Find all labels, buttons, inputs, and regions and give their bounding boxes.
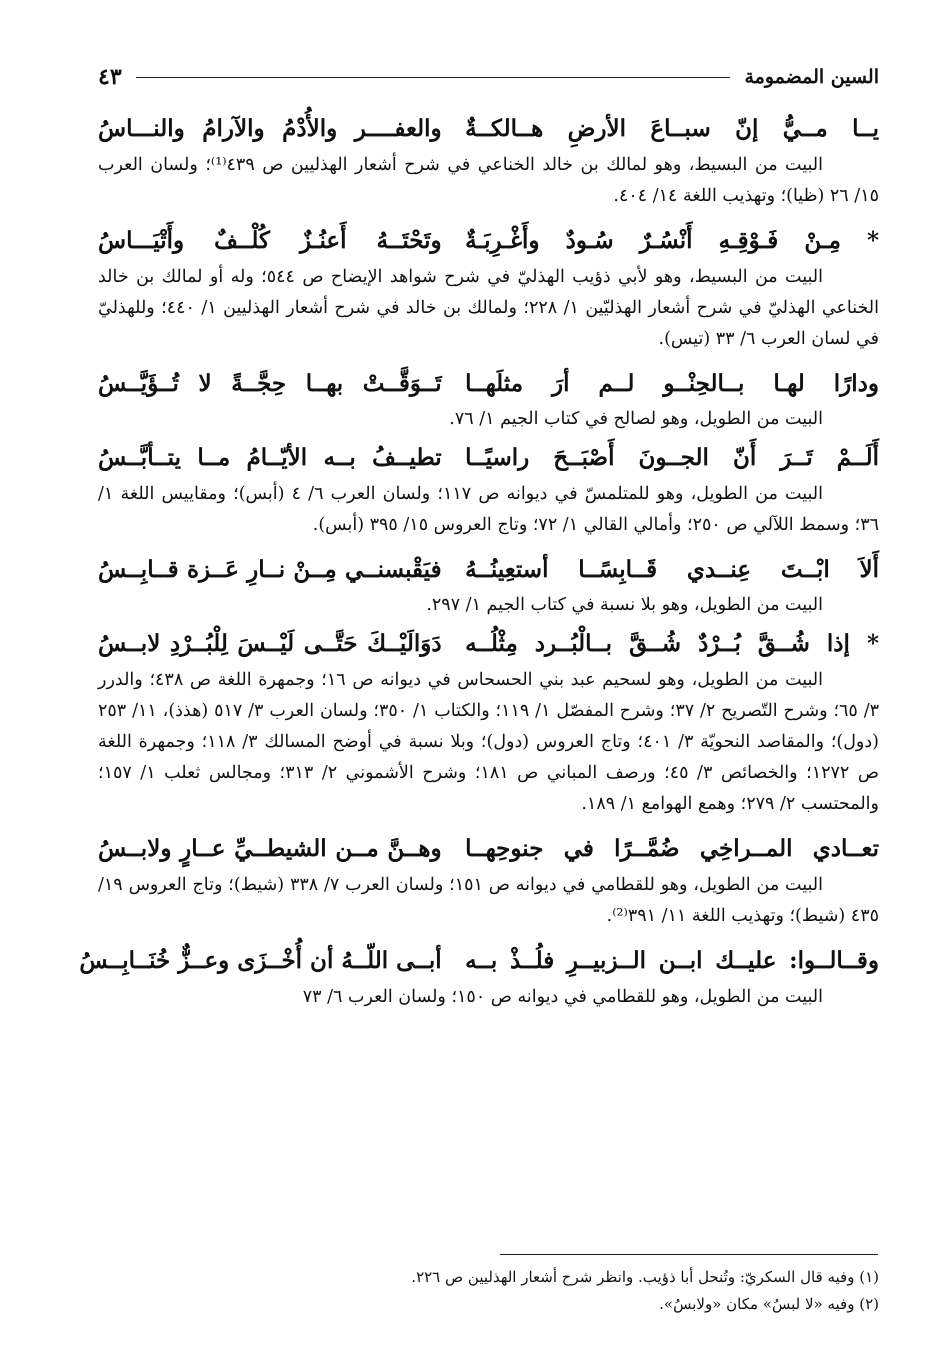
verse-line [98, 361, 879, 405]
footnotes [98, 1264, 879, 1318]
verse-line [98, 106, 879, 150]
header-rule [136, 77, 731, 78]
second-hemistich: فيَقْبسنــي مِــنْ نــارِ عَــزة قــابِــسُ [98, 555, 442, 583]
footnote-rule [500, 1254, 878, 1255]
verse-commentary: البيت من البسيط، وهو لمالك بن خالد الخناعي في شرح أشعار الهذليين ص ٤٣٩⁽¹⁾؛ ولسان العرب ١٥/ ٢٦ (ظيا)؛ وتهذيب اللغة ١٤/ ٤٠٤. [98, 155, 879, 206]
first-hemistich: تعــادي المــراخِي ضُمَّــرًا في جنوحِهــا [465, 834, 879, 862]
first-hemistich: أَلاَ ابْــتَ عِنــدي قَــابِسًــا أستعِينُــهُ [465, 555, 879, 583]
verse-commentary: البيت من الطويل، وهو للمتلمسّ في ديوانه ص ١١٧؛ ولسان العرب ٦/ ٤ (أبس)؛ ومقاييس اللغة ١/ ٣٦؛ وسمط اللآلي ص ٢٥٠؛ وأمالي القالي ١/ ٧٢؛ وتاج العروس ١٥/ ٣٩٥ (أبس). [98, 484, 879, 535]
first-hemistich: * مِـنْ فَـوْقِـهِ أَنْسُـرٌ سُـودٌ وأَغْـرِبَـةٌ [465, 226, 879, 254]
first-hemistich: يــا مــيُّ إنّ سبــاعَ الأرضِ هــالكــةٌ [465, 114, 879, 142]
verse-line [98, 218, 879, 262]
first-hemistich: * إذا شُــقَّ بُــرْدٌ شُــقَّ بــالْبُــرد مِثْلُــه [465, 629, 879, 657]
second-hemistich: تَــوَقَّــتْ بهــا حِجَّــةً لا تُــؤَيَّــسُ [98, 369, 442, 397]
page-header [98, 62, 879, 92]
verse-commentary: البيت من البسيط، وهو لأبي ذؤيب الهذليّ في شرح شواهد الإيضاح ص ٥٤٤؛ وله أو لمالك بن خالد الخناعي الهذليّ في شرح أشعار الهذليّين ١/ ٢٢٨؛ ولمالك بن خالد في شرح أشعار الهذليين ١/ ٤٤٠؛ وللهذليّ في لسان العرب ٦/ ٣٣ (تيس). [98, 267, 879, 349]
first-hemistich: وقــالــوا: عليــك ابــن الــزبيــرِ فلُــذْ بــه [465, 946, 879, 974]
second-hemistich: وتَحْتَــهُ أَعنُـزٌ كُلْــفٌ وأَتْيَـــاسُ [98, 226, 442, 254]
verse-commentary: البيت من الطويل، وهو للقطامي في ديوانه ص ١٥١؛ ولسان العرب ٧/ ٣٣٨ (شيط)؛ وتاج العروس ١٩/ ٤٣٥ (شيط)؛ وتهذيب اللغة ١١/ ٣٩١⁽²⁾. [98, 875, 879, 926]
first-hemistich: أَلَــمْ تَــرَ أَنّ الجــونَ أَصْبَــحَ راسيًــا [465, 443, 879, 471]
verse-commentary: البيت من الطويل، وهو لصالح في كتاب الجيم ١/ ٧٦. [449, 409, 823, 429]
footnote: (١) وفيه قال السكريّ: وتُنحل أبا ذؤيب. وانظر شرح أشعار الهذليين ص ٢٢٦. [411, 1268, 879, 1286]
verse-line [98, 435, 879, 479]
second-hemistich: دَوَالَيْــكَ حَتَّــى لَيْــسَ لِلْبُــرْدِ لابــسُ [98, 629, 442, 657]
verse-line [79, 938, 879, 982]
second-hemistich: تطيــفُ بــه الأيّــامُ مــا يتــأبَّــسُ [98, 443, 442, 471]
running-title: السين المضمومة [744, 66, 879, 88]
verse-commentary: البيت من الطويل، وهو للقطامي في ديوانه ص ١٥٠؛ ولسان العرب ٦/ ٧٣ [302, 987, 823, 1007]
page-number: ٤٣ [98, 64, 122, 90]
verse-commentary: البيت من الطويل، وهو بلا نسبة في كتاب الجيم ١/ ٢٩٧. [426, 595, 823, 615]
second-hemistich: والعفــــر والأُدْمُ والآرامُ والنـــاسُ [98, 114, 442, 142]
verse-line [98, 826, 879, 870]
verse-commentary: البيت من الطويل، وهو لسحيم عبد بني الحسحاس في ديوانه ص ١٦؛ وجمهرة اللغة ص ٤٣٨؛ والدرر ٣/ ٦٥؛ وشرح التّصريح ٢/ ٣٧؛ وشرح المفصّل ١/ ١١٩؛ والكتاب ١/ ٣٥٠؛ ولسان العرب ٣/ ٥١٧ (هذذ)، ١١/ ٢٥٣ (دول)؛ والمقاصد النحويّة ٣/ ٤٠١؛ وتاج العروس (دول)؛ وبلا نسبة في أوضح المسالك ٣/ ١١٨؛ وجمهرة اللغة ص ١٢٧٢؛ والخصائص ٣/ ٤٥؛ ورصف المباني ص ١٨١؛ وشرح الأشموني ٢/ ٣١٣؛ ومجالس ثعلب ١/ ١٥٧؛ والمحتسب ٢/ ٢٧٩؛ وهمع الهوامع ١/ ١٨٩. [98, 670, 880, 814]
footnote: (٢) وفيه «لا لبسُ» مكان «ولابسُ». [659, 1295, 879, 1313]
page-body [79, 106, 880, 1019]
verse-line [98, 621, 879, 665]
verse-line [98, 547, 879, 591]
second-hemistich: أبــى اللّــهُ أن أُخْــزَى وعــزٌّ خُنَــابِــسُ [79, 946, 442, 974]
second-hemistich: وهــنَّ مــن الشيطــيِّ عــارٍ ولابــسُ [98, 834, 442, 862]
first-hemistich: ودارًا لهـا بــالحِنْــو لــم أرَ مثلَهــا [465, 369, 879, 397]
